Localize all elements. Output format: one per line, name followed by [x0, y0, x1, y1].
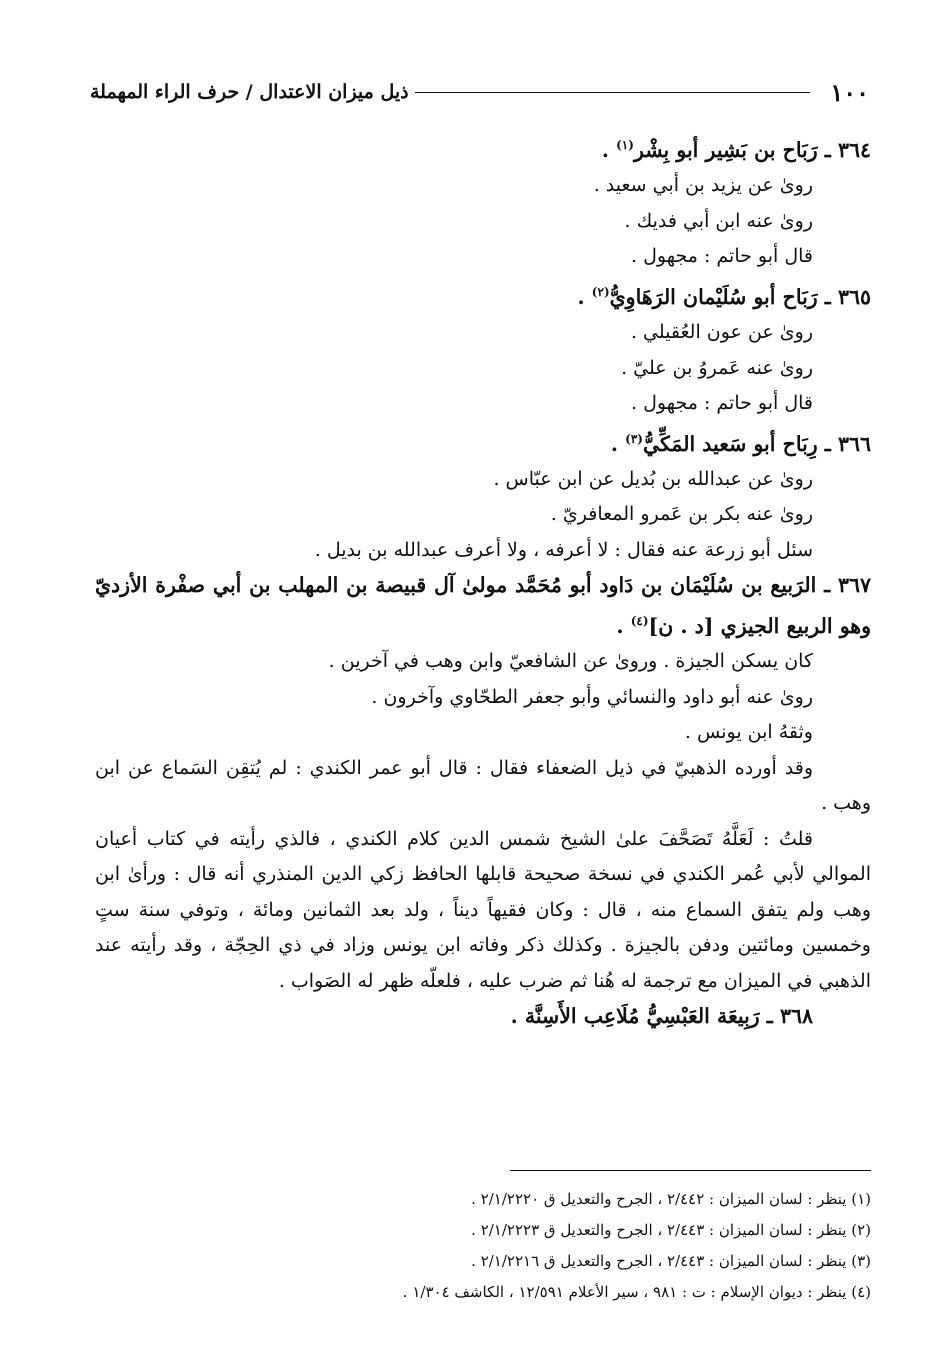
- entry-heading-365: ٣٦٥ ـ رَبَاح أبو سُلَيْمان الرَهَاوِيُّ$^{(٢)}$ .: [577, 284, 871, 309]
- footnote-separator: [510, 1170, 871, 1171]
- entry-line: رویٰ عن عبدالله بن بُديل عن ابن عبّاس .: [493, 467, 813, 490]
- running-title: ذيل ميزان الاعتدال / حرف الراء المهملة: [90, 81, 409, 103]
- entry-heading-367: ٣٦٧ ـ الرَبيع بن سُلَيْمَان بن دَاود أبو مُحَمَّد مولىٰ آل قبيصة بن المهلب بن أبي صفْرة الأزديّ وهو الربيع الجيزي [د . ن]$^{(٤)}$ .: [95, 573, 871, 638]
- entry-heading-364: ٣٦٤ ـ رَبَاح بن بَشِير أبو بِشْر$^{(١)}$ .: [601, 137, 871, 162]
- footnote-marker: (٣): [625, 431, 643, 446]
- footnote-item: (٣) ينظر : لسان الميزان : ٢/٤٤٣ ، الجرح والتعديل ق ٢/١/٢٢١٦ .: [471, 1252, 871, 1270]
- main-text: [95, 128, 871, 1035]
- footnote-marker: (١): [616, 138, 634, 152]
- entry-line: كان يسكن الجيزة . وروىٰ عن الشافعيّ وابن وهب في آخرين .: [328, 650, 813, 673]
- entry-line: قال أبو حاتم : مجهول .: [631, 392, 813, 415]
- footnote-marker: (٢): [591, 284, 610, 299]
- entry-line: رویٰ عنه بكر بن عَمرو المعافريّ .: [550, 503, 813, 526]
- entry-line: وثقهُ ابن يونس .: [684, 721, 813, 744]
- header-rule: [415, 92, 811, 93]
- entry-line: رویٰ عن عون العُقيلي .: [630, 321, 813, 344]
- entry-line: رویٰ عنه أبو داود والنسائي وأبو جعفر الطحّاوي وآخرون .: [371, 685, 813, 708]
- footnote-item: (١) ينظر : لسان الميزان : ٢/٤٤٢ ، الجرح والتعديل ق ٢/١/٢٢٢٠ .: [471, 1190, 871, 1208]
- entry-line: رویٰ عنه ابن أبي فديك .: [624, 209, 813, 232]
- entry-paragraph: وقد أورده الذهبيّ في ذيل الضعفاء فقال : قال أبو عمر الكندي : لم يُتقِن السَماع عن ابن وهب .: [95, 756, 871, 815]
- entry-line: قال أبو حاتم : مجهول .: [631, 245, 813, 268]
- page-number: ١٠٠: [830, 77, 869, 107]
- entry-heading-368: ٣٦٨ ـ رَبِيعَة العَبْسِيُّ مُلَاعِب الأَسِنَّة .: [510, 1004, 813, 1029]
- entry-line: رویٰ عن يزيد بن أبي سعيد .: [593, 174, 813, 197]
- footnote-item: (٤) ينظر : ديوان الإسلام : ت : ٩٨١ ، سير الأعلام ١٢/٥٩١ ، الكاشف ١/٣٠٤ .: [402, 1283, 871, 1301]
- entry-line: رویٰ عنه عَمروُ بن عليّ .: [621, 356, 813, 379]
- footnote-marker: (٤): [630, 613, 649, 628]
- running-header: [90, 74, 869, 110]
- entry-paragraph: قلتُ : لَعَلَّهُ تَصَحَّفَ علىٰ الشيخ شمس الدين كلام الكندي ، فالذي رأيته في كتاب أعيان الموالي لأبي عُمر الكندي في نسخة صحيحة قابلها الحافظ زكي الدين المنذري أنه قال : ورأىٰ ابن وهب ولم يتفق السماع منه ، قال : وكان فقيهاً ديناً ، ولد بعد الثمانين ومائة ، وتوفي سنة ستٍ وخمسين ومائتين ودفن بالجيزة . وكذلك ذكر وفاته ابن يونس وزاد في ذي الحِجّة ، وقد رأيته عند الذهبي في الميزان مع ترجمة له هُنا ثم ضرب عليه ، فلعلّه ظهر له الصَواب .: [95, 827, 871, 992]
- footnote-item: (٢) ينظر : لسان الميزان : ٢/٤٤٣ ، الجرح والتعديل ق ٢/١/٢٢٢٣ .: [471, 1221, 871, 1239]
- footnotes: [95, 1184, 871, 1308]
- entry-heading-366: ٣٦٦ ـ رِبَاح أبو سَعيد المَكِّيُّ$^{(٣)}$ .: [610, 431, 871, 456]
- entry-line: سئل أبو زرعة عنه فقال : لا أعرفه ، ولا أعرف عبدالله بن بديل .: [314, 538, 813, 561]
